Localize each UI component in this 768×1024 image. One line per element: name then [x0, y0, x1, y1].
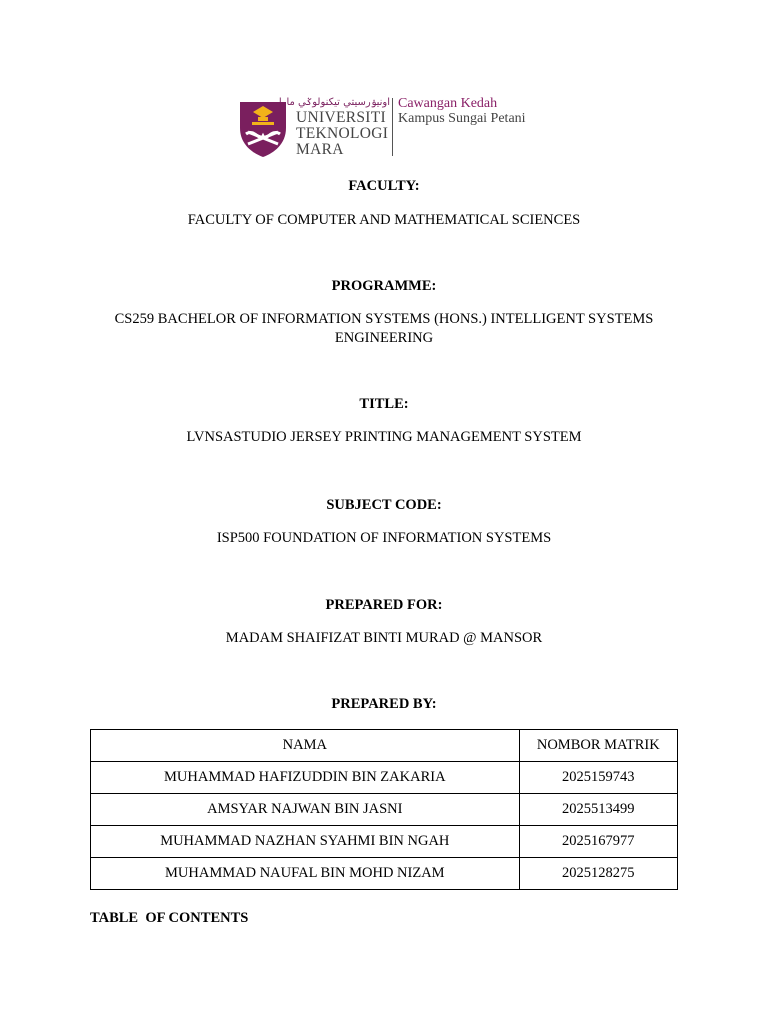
programme-value-line-1: CS259 BACHELOR OF INFORMATION SYSTEMS (HONS.) INTELLIGENT SYSTEMS: [114, 311, 654, 327]
title-label: TITLE:: [359, 396, 409, 412]
table-header-row: [91, 730, 678, 762]
faculty-value: FACULTY OF COMPUTER AND MATHEMATICAL SCIENCES: [187, 212, 581, 228]
member-matric: 2025128275: [519, 858, 677, 890]
table-row: [91, 794, 678, 826]
header-nama: NAMA: [91, 730, 520, 762]
programme-value-line-2: ENGINEERING: [334, 330, 434, 346]
campus-name: [398, 96, 526, 126]
title-value: LVNSASTUDIO JERSEY PRINTING MANAGEMENT SYSTEM: [186, 429, 582, 445]
header-nombor-matrik: NOMBOR MATRIK: [519, 730, 677, 762]
jawi-script: اونيۏرسيتي تيكنولوݢي مارا: [278, 97, 390, 108]
uitm-logo: [236, 96, 536, 160]
member-name: AMSYAR NAJWAN BIN JASNI: [91, 794, 520, 826]
faculty-label: FACULTY:: [348, 178, 420, 194]
prepared-for-value: MADAM SHAIFIZAT BINTI MURAD @ MANSOR: [225, 630, 543, 646]
table-row: [91, 826, 678, 858]
campus-line-2: Kampus Sungai Petani: [398, 111, 526, 126]
members-table: [90, 729, 678, 890]
member-matric: 2025513499: [519, 794, 677, 826]
subject-code-value: ISP500 FOUNDATION OF INFORMATION SYSTEMS: [216, 530, 552, 546]
prepared-by-label: PREPARED BY:: [331, 696, 437, 712]
subject-code-label: SUBJECT CODE:: [326, 497, 442, 513]
university-name-line-1: UNIVERSITI: [296, 109, 386, 126]
university-name: [278, 96, 390, 158]
programme-label: PROGRAMME:: [331, 278, 437, 294]
campus-line-1: Cawangan Kedah: [398, 96, 498, 111]
logo-divider: [392, 98, 393, 156]
prepared-for-label: PREPARED FOR:: [325, 597, 443, 613]
toc-heading: TABLE OF CONTENTS: [90, 910, 249, 926]
university-name-line-2: TEKNOLOGI: [296, 125, 389, 142]
university-name-line-3: MARA: [296, 141, 344, 158]
member-matric: 2025167977: [519, 826, 677, 858]
member-name: MUHAMMAD HAFIZUDDIN BIN ZAKARIA: [91, 762, 520, 794]
member-name: MUHAMMAD NAZHAN SYAHMI BIN NGAH: [91, 826, 520, 858]
member-matric: 2025159743: [519, 762, 677, 794]
table-row: [91, 762, 678, 794]
member-name: MUHAMMAD NAUFAL BIN MOHD NIZAM: [91, 858, 520, 890]
table-row: [91, 858, 678, 890]
